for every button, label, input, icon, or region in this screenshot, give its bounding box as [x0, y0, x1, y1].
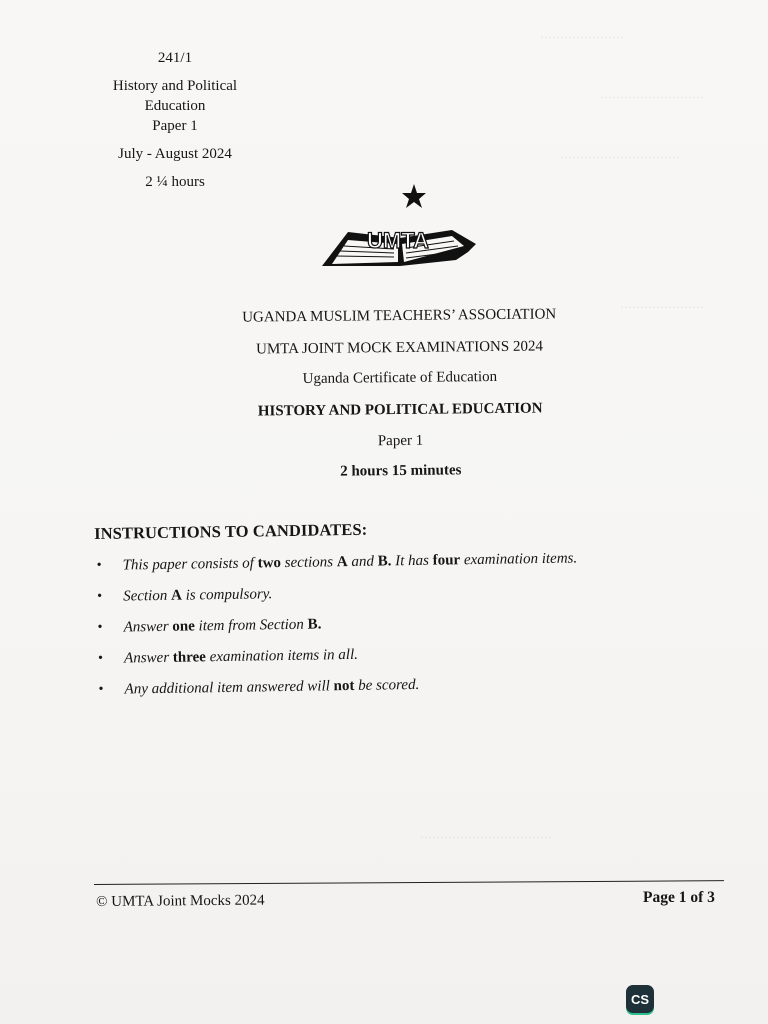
bullet-icon: • [96, 557, 102, 573]
exam-session: July - August 2024 [118, 146, 232, 162]
bleed-through-decoration: ····················· [620, 300, 704, 314]
instruction-item: • This paper consists of two sections A and B. It has four examination items. [95, 547, 655, 576]
bullet-icon: • [97, 588, 103, 604]
bullet-icon: • [97, 619, 103, 635]
bullet-icon: • [97, 650, 104, 666]
footer-copyright: © UMTA Joint Mocks 2024 [96, 892, 265, 910]
instructions-heading: INSTRUCTIONS TO CANDIDATES: [94, 519, 368, 543]
camscanner-badge: CS [626, 985, 654, 1013]
paper-header-block [90, 48, 260, 192]
paper-code: 241/1 [157, 50, 193, 66]
instruction-item: • Section A is compulsory. [95, 578, 655, 607]
exam-duration: 2 ¼ hours [145, 174, 205, 190]
time-allowed: 2 hours 15 minutes [340, 462, 462, 480]
certificate-name: Uganda Certificate of Education [302, 368, 498, 388]
instructions-list [95, 547, 657, 700]
logo-text: UMTA [367, 228, 429, 253]
exam-name: UMTA JOINT MOCK EXAMINATIONS 2024 [256, 338, 544, 358]
subject-line-1: History and Political [112, 78, 238, 94]
bleed-through-decoration: ·························· [600, 90, 704, 104]
bleed-through-decoration: ····················· [540, 30, 624, 44]
instruction-item: • Any additional item answered will not be scored. [96, 671, 656, 700]
exam-title-block [209, 304, 591, 483]
bleed-through-decoration: ······························ [560, 150, 680, 164]
instruction-item: • Answer three examination items in all. [96, 640, 656, 669]
paper-number: Paper 1 [152, 118, 198, 134]
instruction-item: • Answer one item from Section B. [95, 609, 655, 638]
subject-line-2: Education [144, 98, 206, 114]
subject-title: HISTORY AND POLITICAL EDUCATION [257, 400, 543, 420]
star-icon [402, 184, 426, 208]
footer-divider [94, 880, 724, 885]
bleed-through-decoration: ································· [420, 830, 552, 844]
association-name: UGANDA MUSLIM TEACHERS’ ASSOCIATION [242, 306, 557, 326]
instructions-section [94, 515, 657, 711]
paper-title: Paper 1 [377, 432, 424, 450]
page-number: Page 1 of 3 [643, 889, 715, 906]
umta-logo [318, 180, 480, 272]
bullet-icon: • [98, 681, 104, 697]
